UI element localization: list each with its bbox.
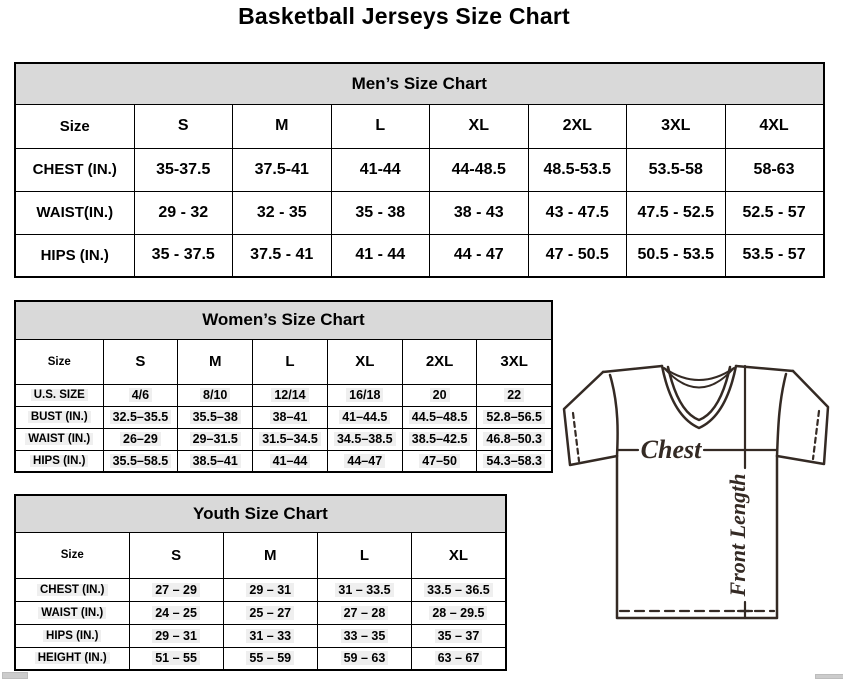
women-title-row <box>15 301 552 339</box>
men-value-cell <box>528 191 627 234</box>
men-size-label: Size <box>15 104 134 148</box>
women-value: 47–50 <box>419 454 460 468</box>
women-row-label: BUST (IN.) <box>28 411 91 423</box>
women-value-cell <box>477 428 552 450</box>
women-size-col-S: S <box>103 339 178 384</box>
youth-data-row <box>15 601 506 624</box>
jersey-shoulder-left-line <box>603 366 662 372</box>
women-value: 20 <box>430 388 450 402</box>
women-data-row <box>15 450 552 472</box>
men-value: 41 - 44 <box>355 246 406 264</box>
men-value-cell <box>725 191 824 234</box>
youth-value-cell <box>223 578 317 601</box>
men-row-label: WAIST(IN.) <box>36 204 114 221</box>
scrollbar-fragment-left[interactable] <box>2 672 28 679</box>
men-value: 52.5 - 57 <box>742 203 806 221</box>
men-value: 53.5 - 57 <box>742 246 806 264</box>
youth-value-cell <box>317 601 411 624</box>
men-value-cell <box>233 191 332 234</box>
women-value: 44–47 <box>344 454 385 468</box>
men-value-cell <box>430 191 529 234</box>
chest-label: Chest <box>640 435 702 464</box>
men-size-col-4XL: 4XL <box>725 104 824 148</box>
women-value-cell <box>103 384 178 406</box>
youth-value-cell <box>412 624 506 647</box>
men-value: 43 - 47.5 <box>545 203 609 221</box>
women-value-cell <box>402 406 477 428</box>
women-size-header-row <box>15 339 552 384</box>
men-value: 48.5-53.5 <box>543 160 612 178</box>
youth-size-col-S: S <box>129 532 223 578</box>
men-value-cell <box>725 234 824 277</box>
women-value: 38.5–42.5 <box>409 432 471 446</box>
women-value-cell <box>327 428 402 450</box>
men-size-col-3XL: 3XL <box>627 104 726 148</box>
women-value-cell <box>178 450 253 472</box>
women-value: 52.8–56.5 <box>483 410 545 424</box>
women-table-title: Women’s Size Chart <box>15 301 552 339</box>
youth-row-label: HEIGHT (IN.) <box>35 652 110 664</box>
men-value: 32 - 35 <box>256 203 307 221</box>
men-value-cell <box>430 148 529 191</box>
youth-value: 28 – 29.5 <box>429 606 487 620</box>
men-value-cell <box>627 148 726 191</box>
women-value-cell <box>253 406 328 428</box>
women-value: 44.5–48.5 <box>409 410 471 424</box>
youth-row-label: CHEST (IN.) <box>37 584 108 596</box>
women-value: 41–44 <box>270 454 311 468</box>
women-row-label-cell <box>15 384 103 406</box>
jersey-left-armhole-seam <box>610 375 618 456</box>
men-row-label: CHEST (IN.) <box>32 161 117 178</box>
youth-row-label-cell <box>15 624 129 647</box>
youth-size-label: Size <box>15 532 129 578</box>
women-value-cell <box>477 406 552 428</box>
jersey-measurement-diagram <box>556 360 838 626</box>
youth-value: 25 – 27 <box>246 606 294 620</box>
youth-value: 27 – 29 <box>152 583 200 597</box>
men-value: 41-44 <box>359 160 401 178</box>
men-value-cell <box>331 234 430 277</box>
youth-value-cell <box>129 578 223 601</box>
youth-size-col-XL: XL <box>412 532 506 578</box>
men-value-cell <box>233 234 332 277</box>
women-size-col-M: M <box>178 339 253 384</box>
women-value-cell <box>253 428 328 450</box>
youth-row-label: HIPS (IN.) <box>43 630 101 642</box>
women-value: 12/14 <box>271 388 308 402</box>
women-value: 54.3–58.3 <box>483 454 545 468</box>
jersey-left-cuff-dashes <box>573 413 579 461</box>
women-value-cell <box>103 450 178 472</box>
women-value-cell <box>477 450 552 472</box>
men-value-cell <box>134 148 233 191</box>
women-value-cell <box>477 384 552 406</box>
youth-value: 51 – 55 <box>152 651 200 665</box>
youth-row-label: WAIST (IN.) <box>38 607 106 619</box>
men-value: 35 - 37.5 <box>151 246 215 264</box>
youth-value: 31 – 33.5 <box>335 583 393 597</box>
women-row-label: U.S. SIZE <box>31 389 88 401</box>
men-value-cell <box>528 234 627 277</box>
women-value-cell <box>178 428 253 450</box>
men-value-cell <box>134 191 233 234</box>
women-value-cell <box>402 384 477 406</box>
men-row-label-cell <box>15 148 134 191</box>
women-data-row <box>15 406 552 428</box>
women-value: 35.5–58.5 <box>110 454 172 468</box>
women-value: 35.5–38 <box>190 410 241 424</box>
jersey-body-outline <box>617 456 777 618</box>
youth-data-row <box>15 624 506 647</box>
men-data-row <box>15 148 824 191</box>
women-value: 32.5–35.5 <box>110 410 172 424</box>
youth-value-cell <box>412 578 506 601</box>
women-value: 26–29 <box>120 432 161 446</box>
men-data-row <box>15 234 824 277</box>
women-value: 22 <box>504 388 524 402</box>
women-value-cell <box>327 406 402 428</box>
men-size-col-S: S <box>134 104 233 148</box>
youth-value: 33 – 35 <box>341 629 389 643</box>
women-value-cell <box>402 428 477 450</box>
men-size-col-2XL: 2XL <box>528 104 627 148</box>
men-value: 44-48.5 <box>451 160 506 178</box>
men-size-col-XL: XL <box>430 104 529 148</box>
youth-value-cell <box>317 578 411 601</box>
youth-value-cell <box>223 647 317 670</box>
men-value-cell <box>233 148 332 191</box>
men-value: 47 - 50.5 <box>545 246 609 264</box>
men-value: 50.5 - 53.5 <box>637 246 714 264</box>
scrollbar-fragment-right[interactable] <box>815 674 843 679</box>
women-row-label-cell <box>15 450 103 472</box>
men-value-cell <box>331 191 430 234</box>
youth-value-cell <box>129 647 223 670</box>
men-value-cell <box>627 191 726 234</box>
women-value: 46.8–50.3 <box>483 432 545 446</box>
men-value: 35 - 38 <box>355 203 406 221</box>
women-row-label: HIPS (IN.) <box>30 455 88 467</box>
women-data-row <box>15 384 552 406</box>
youth-value-cell <box>412 647 506 670</box>
women-size-col-3XL: 3XL <box>477 339 552 384</box>
jersey-right-armhole-seam <box>777 374 786 456</box>
youth-value-cell <box>223 601 317 624</box>
page-title: Basketball Jerseys Size Chart <box>238 3 570 29</box>
women-value-cell <box>103 428 178 450</box>
men-value-cell <box>725 148 824 191</box>
men-value: 37.5-41 <box>254 160 309 178</box>
men-value: 58-63 <box>753 160 795 178</box>
women-value-cell <box>178 406 253 428</box>
men-value-cell <box>528 148 627 191</box>
youth-title-row <box>15 495 506 532</box>
women-size-label: Size <box>15 339 103 384</box>
youth-table-title: Youth Size Chart <box>15 495 506 532</box>
youth-value: 29 – 31 <box>246 583 294 597</box>
womens-size-table <box>14 300 553 473</box>
women-value: 38–41 <box>270 410 311 424</box>
youth-value: 35 – 37 <box>435 629 483 643</box>
youth-value-cell <box>223 624 317 647</box>
youth-value: 31 – 33 <box>246 629 294 643</box>
youth-value: 55 – 59 <box>246 651 294 665</box>
men-value: 29 - 32 <box>158 203 209 221</box>
youth-row-label-cell <box>15 578 129 601</box>
men-size-col-M: M <box>233 104 332 148</box>
men-value: 35-37.5 <box>156 160 211 178</box>
women-size-col-XL: XL <box>327 339 402 384</box>
women-value-cell <box>103 406 178 428</box>
men-value: 47.5 - 52.5 <box>637 203 714 221</box>
men-value-cell <box>331 148 430 191</box>
youth-value-cell <box>317 647 411 670</box>
youth-value: 27 – 28 <box>341 606 389 620</box>
youth-value: 63 – 67 <box>435 651 483 665</box>
women-value-cell <box>253 384 328 406</box>
men-value-cell <box>627 234 726 277</box>
men-title-row <box>15 63 824 104</box>
men-value: 44 - 47 <box>453 246 504 264</box>
youth-size-col-M: M <box>223 532 317 578</box>
front-length-label: Front Length <box>725 473 750 597</box>
women-value: 41–44.5 <box>339 410 390 424</box>
men-row-label-cell <box>15 191 134 234</box>
men-size-header-row <box>15 104 824 148</box>
youth-value-cell <box>129 601 223 624</box>
women-row-label-cell <box>15 406 103 428</box>
women-value: 38.5–41 <box>190 454 241 468</box>
youth-value: 33.5 – 36.5 <box>424 583 493 597</box>
youth-row-label-cell <box>15 647 129 670</box>
men-row-label-cell <box>15 234 134 277</box>
youth-value-cell <box>412 601 506 624</box>
women-value: 29–31.5 <box>190 432 241 446</box>
youth-value: 24 – 25 <box>152 606 200 620</box>
women-value-cell <box>402 450 477 472</box>
jersey-right-cuff-dashes <box>813 411 819 459</box>
women-value: 16/18 <box>346 388 383 402</box>
youth-data-row <box>15 647 506 670</box>
men-value-cell <box>430 234 529 277</box>
women-value-cell <box>327 450 402 472</box>
men-value: 38 - 43 <box>453 203 504 221</box>
men-row-label: HIPS (IN.) <box>40 246 109 264</box>
youth-size-header-row <box>15 532 506 578</box>
men-value: 37.5 - 41 <box>250 246 314 264</box>
women-value-cell <box>253 450 328 472</box>
men-data-row <box>15 191 824 234</box>
women-value-cell <box>178 384 253 406</box>
youth-data-row <box>15 578 506 601</box>
women-row-label-cell <box>15 428 103 450</box>
women-value: 34.5–38.5 <box>334 432 396 446</box>
jersey-collar-arc-2 <box>665 369 733 388</box>
youth-value: 29 – 31 <box>152 629 200 643</box>
women-value: 31.5–34.5 <box>259 432 321 446</box>
women-data-row <box>15 428 552 450</box>
men-table-title: Men’s Size Chart <box>15 63 824 104</box>
mens-size-table <box>14 62 825 278</box>
men-value-cell <box>134 234 233 277</box>
men-value: 53.5-58 <box>648 160 703 178</box>
women-size-col-L: L <box>253 339 328 384</box>
youth-size-table <box>14 494 507 671</box>
youth-row-label-cell <box>15 601 129 624</box>
men-size-col-L: L <box>331 104 430 148</box>
youth-size-col-L: L <box>317 532 411 578</box>
women-size-col-2XL: 2XL <box>402 339 477 384</box>
youth-value-cell <box>129 624 223 647</box>
women-value: 8/10 <box>200 388 230 402</box>
youth-value-cell <box>317 624 411 647</box>
youth-value: 59 – 63 <box>341 651 389 665</box>
women-value: 4/6 <box>129 388 152 402</box>
women-row-label: WAIST (IN.) <box>25 433 93 445</box>
women-value-cell <box>327 384 402 406</box>
jersey-left-sleeve-outline <box>564 372 617 465</box>
